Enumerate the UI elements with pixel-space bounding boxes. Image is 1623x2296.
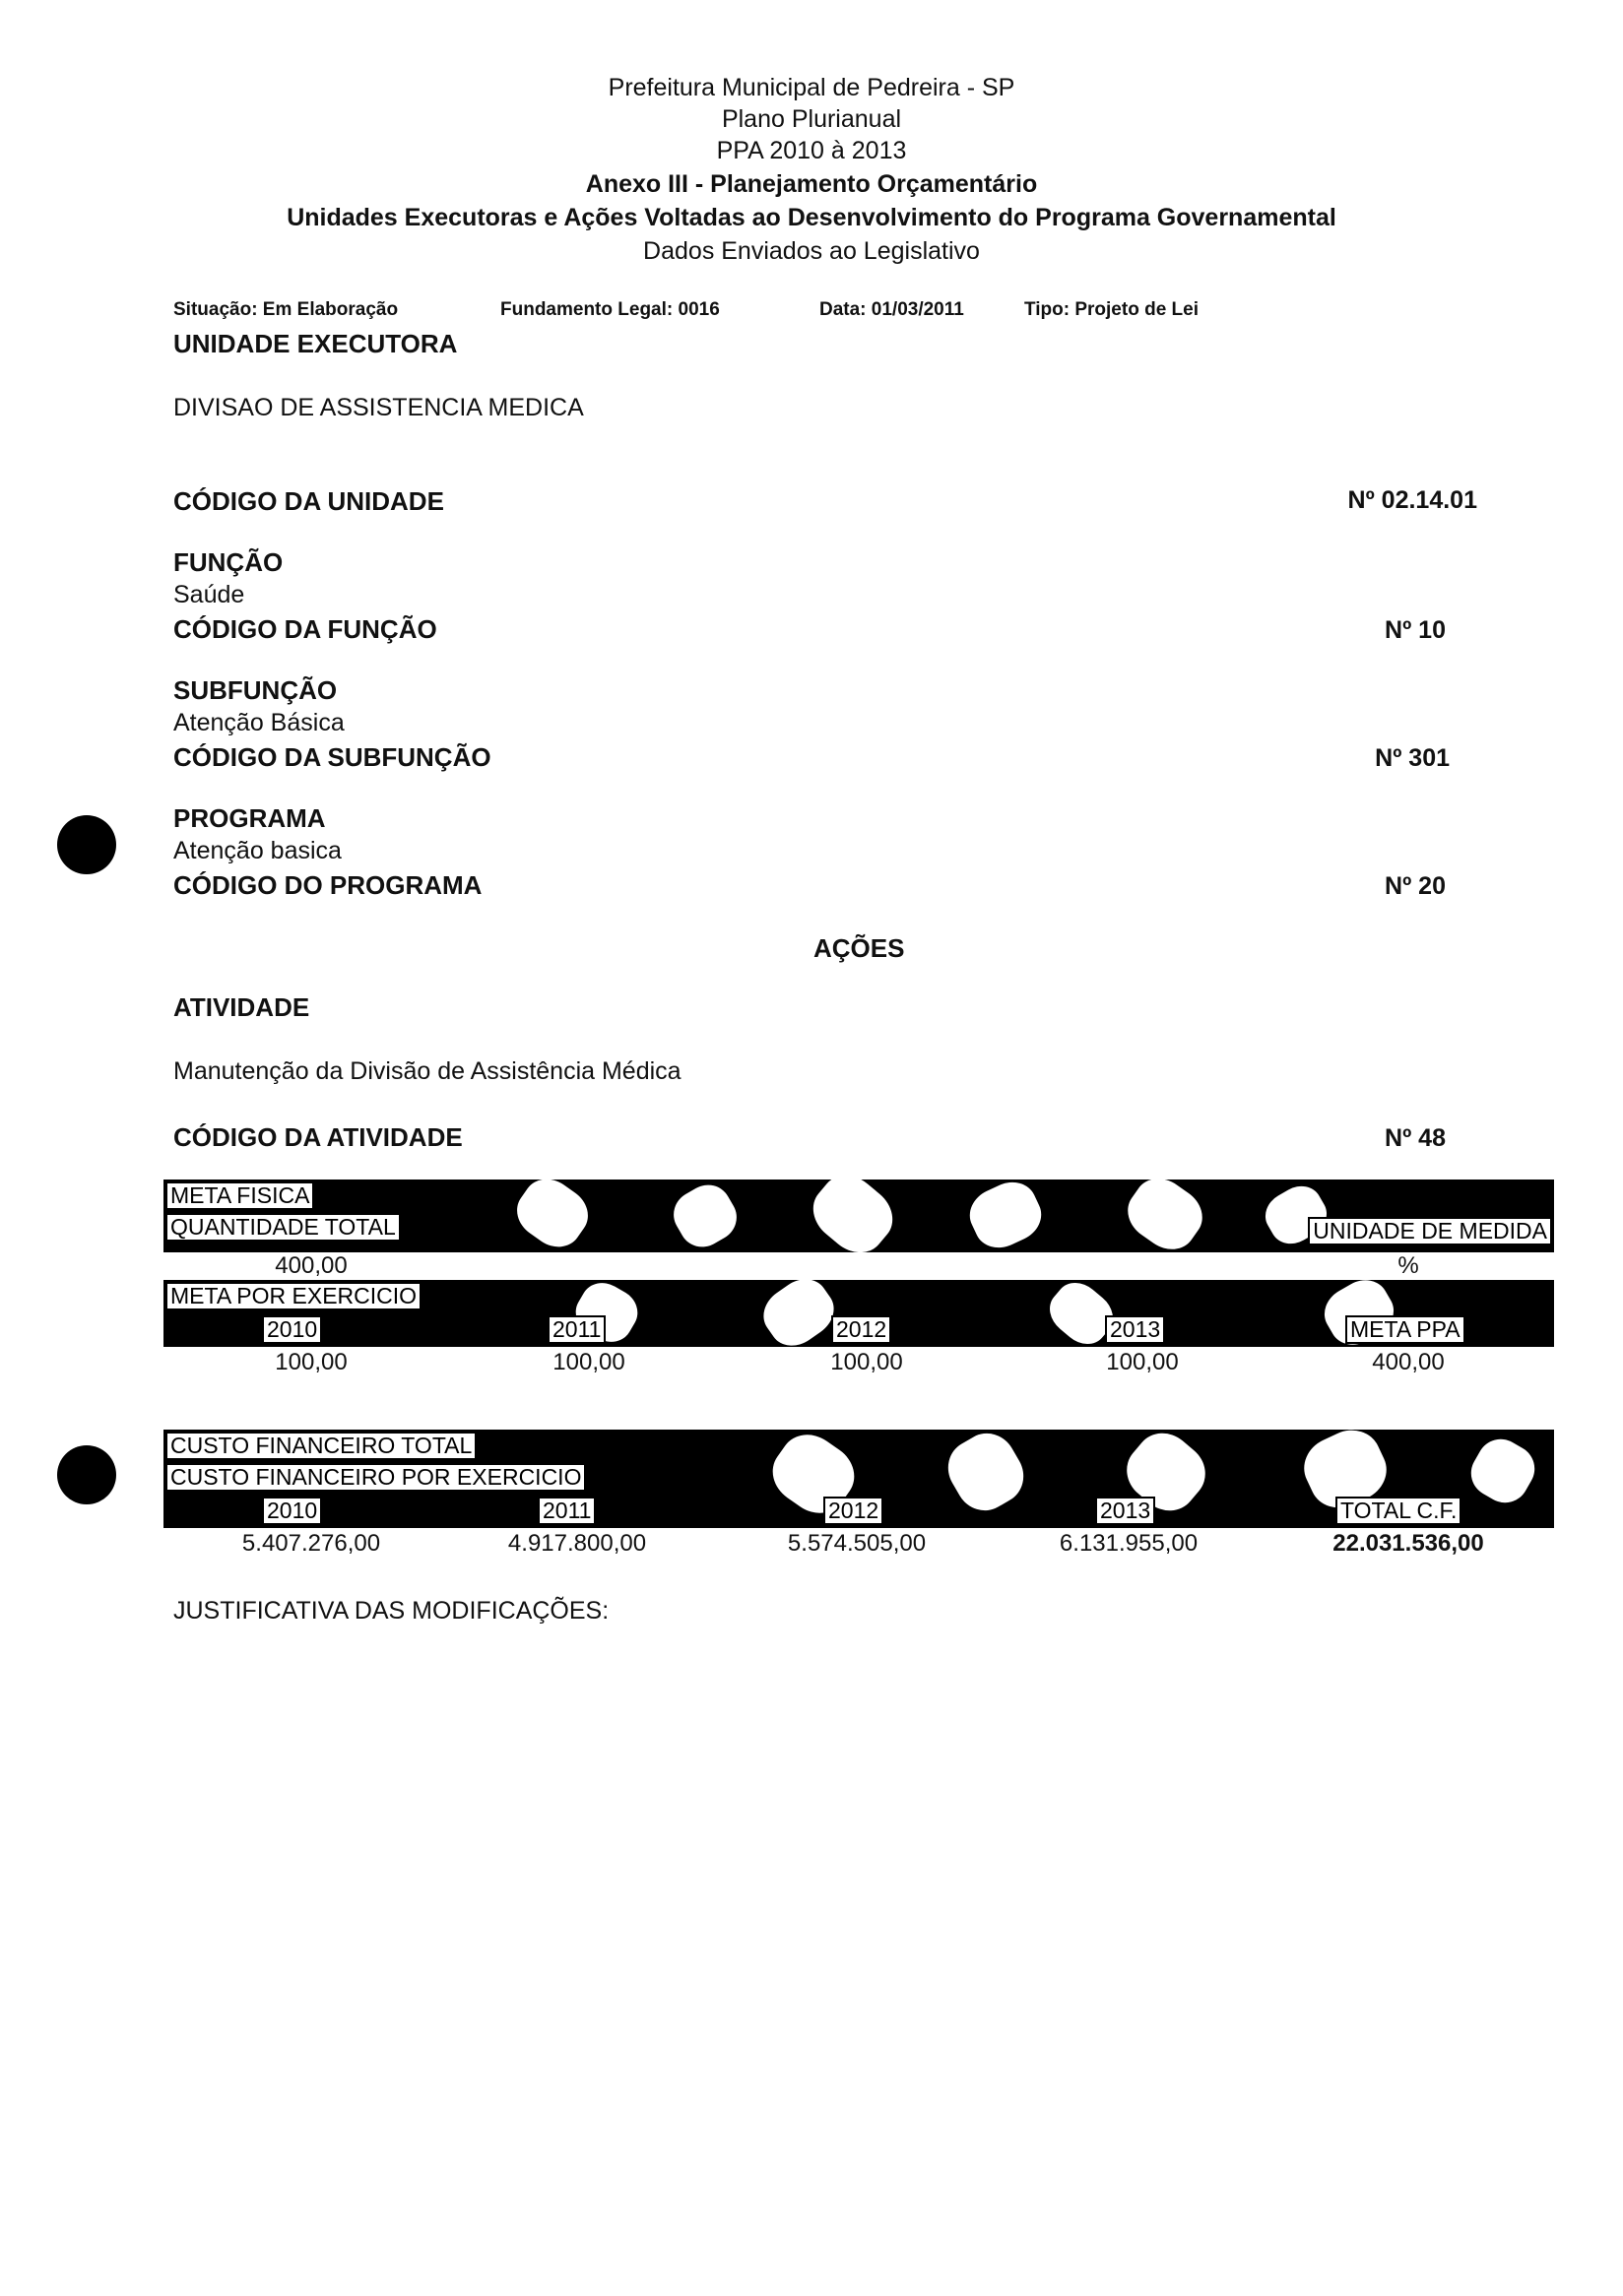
situacao-field: Situação: Em Elaboração (173, 299, 399, 320)
quantidade-total-value: 400,00 (275, 1252, 348, 1279)
meta-value-2010: 100,00 (275, 1349, 348, 1375)
codigo-programa-label: CÓDIGO DO PROGRAMA (173, 870, 483, 900)
custo-header-2013: 2013 (1095, 1497, 1155, 1525)
codigo-atividade-value: Nº 48 (1385, 1124, 1446, 1152)
codigo-programa-value: Nº 20 (1385, 872, 1446, 900)
meta-value-ppa: 400,00 (1372, 1349, 1445, 1375)
codigo-subfuncao-value: Nº 301 (1375, 744, 1450, 772)
custo-value-2012: 5.574.505,00 (787, 1530, 927, 1557)
meta-header-2011: 2011 (548, 1315, 606, 1344)
meta-value-2011: 100,00 (552, 1349, 625, 1375)
custo-value-2011: 4.917.800,00 (507, 1530, 647, 1557)
document-subtitle: Unidades Executoras e Ações Voltadas ao Desenvolvimento do Programa Governamental (287, 204, 1336, 231)
meta-fisica-header-bar (163, 1180, 1554, 1252)
atividade-label: ATIVIDADE (173, 992, 310, 1022)
funcao-label: FUNÇÃO (173, 547, 284, 577)
custo-header-2011: 2011 (538, 1497, 596, 1525)
codigo-unidade-label: CÓDIGO DA UNIDADE (173, 486, 444, 516)
meta-value-2013: 100,00 (1106, 1349, 1179, 1375)
meta-header-2010: 2010 (262, 1315, 322, 1344)
custo-total-title: CUSTO FINANCEIRO TOTAL (165, 1432, 477, 1460)
data-sent-note: Dados Enviados ao Legislativo (643, 237, 980, 265)
unidade-name: DIVISAO DE ASSISTENCIA MEDICA (173, 394, 584, 421)
punch-hole-icon (57, 815, 116, 874)
meta-exercicio-header-bar (163, 1280, 1554, 1347)
custo-header-2010: 2010 (262, 1497, 322, 1525)
subfuncao-name: Atenção Básica (173, 709, 345, 736)
programa-name: Atenção basica (173, 837, 342, 864)
codigo-subfuncao-label: CÓDIGO DA SUBFUNÇÃO (173, 742, 491, 772)
unidade-medida-header: UNIDADE DE MEDIDA (1308, 1217, 1552, 1245)
subfuncao-label: SUBFUNÇÃO (173, 675, 338, 705)
funcao-name: Saúde (173, 581, 245, 608)
plan-title: Plano Plurianual (721, 105, 902, 133)
custo-value-2010: 5.407.276,00 (241, 1530, 381, 1557)
unidade-medida-value: % (1397, 1252, 1419, 1279)
meta-header-2012: 2012 (831, 1315, 891, 1344)
codigo-unidade-value: Nº 02.14.01 (1347, 486, 1477, 514)
acoes-title: AÇÕES (813, 933, 905, 963)
fundamento-field: Fundamento Legal: 0016 (500, 299, 720, 320)
data-field: Data: 01/03/2011 (819, 299, 964, 320)
custo-value-2013: 6.131.955,00 (1059, 1530, 1199, 1557)
codigo-atividade-label: CÓDIGO DA ATIVIDADE (173, 1122, 463, 1152)
municipality-title: Prefeitura Municipal de Pedreira - SP (608, 74, 1015, 101)
custo-financeiro-header-bar (163, 1430, 1554, 1528)
custo-exercicio-subtitle: CUSTO FINANCEIRO POR EXERCICIO (165, 1463, 586, 1492)
ppa-period: PPA 2010 à 2013 (716, 137, 907, 164)
meta-fisica-title: META FISICA (165, 1181, 314, 1210)
meta-header-2013: 2013 (1105, 1315, 1165, 1344)
justificativa-label: JUSTIFICATIVA DAS MODIFICAÇÕES: (173, 1597, 610, 1625)
meta-exercicio-title: META POR EXERCICIO (165, 1282, 422, 1310)
punch-hole-icon (57, 1445, 116, 1504)
quantidade-total-header: QUANTIDADE TOTAL (165, 1213, 401, 1242)
unidade-executora-label: UNIDADE EXECUTORA (173, 329, 458, 358)
custo-header-total: TOTAL C.F. (1335, 1497, 1461, 1525)
atividade-name: Manutenção da Divisão de Assistência Médica (173, 1057, 682, 1085)
codigo-funcao-label: CÓDIGO DA FUNÇÃO (173, 614, 437, 644)
annex-title: Anexo III - Planejamento Orçamentário (585, 170, 1038, 198)
custo-header-2012: 2012 (823, 1497, 883, 1525)
tipo-field: Tipo: Projeto de Lei (1024, 299, 1199, 320)
meta-header-ppa: META PPA (1345, 1315, 1465, 1344)
custo-value-total: 22.031.536,00 (1332, 1530, 1484, 1557)
meta-value-2012: 100,00 (830, 1349, 903, 1375)
codigo-funcao-value: Nº 10 (1385, 616, 1446, 644)
programa-label: PROGRAMA (173, 803, 326, 833)
